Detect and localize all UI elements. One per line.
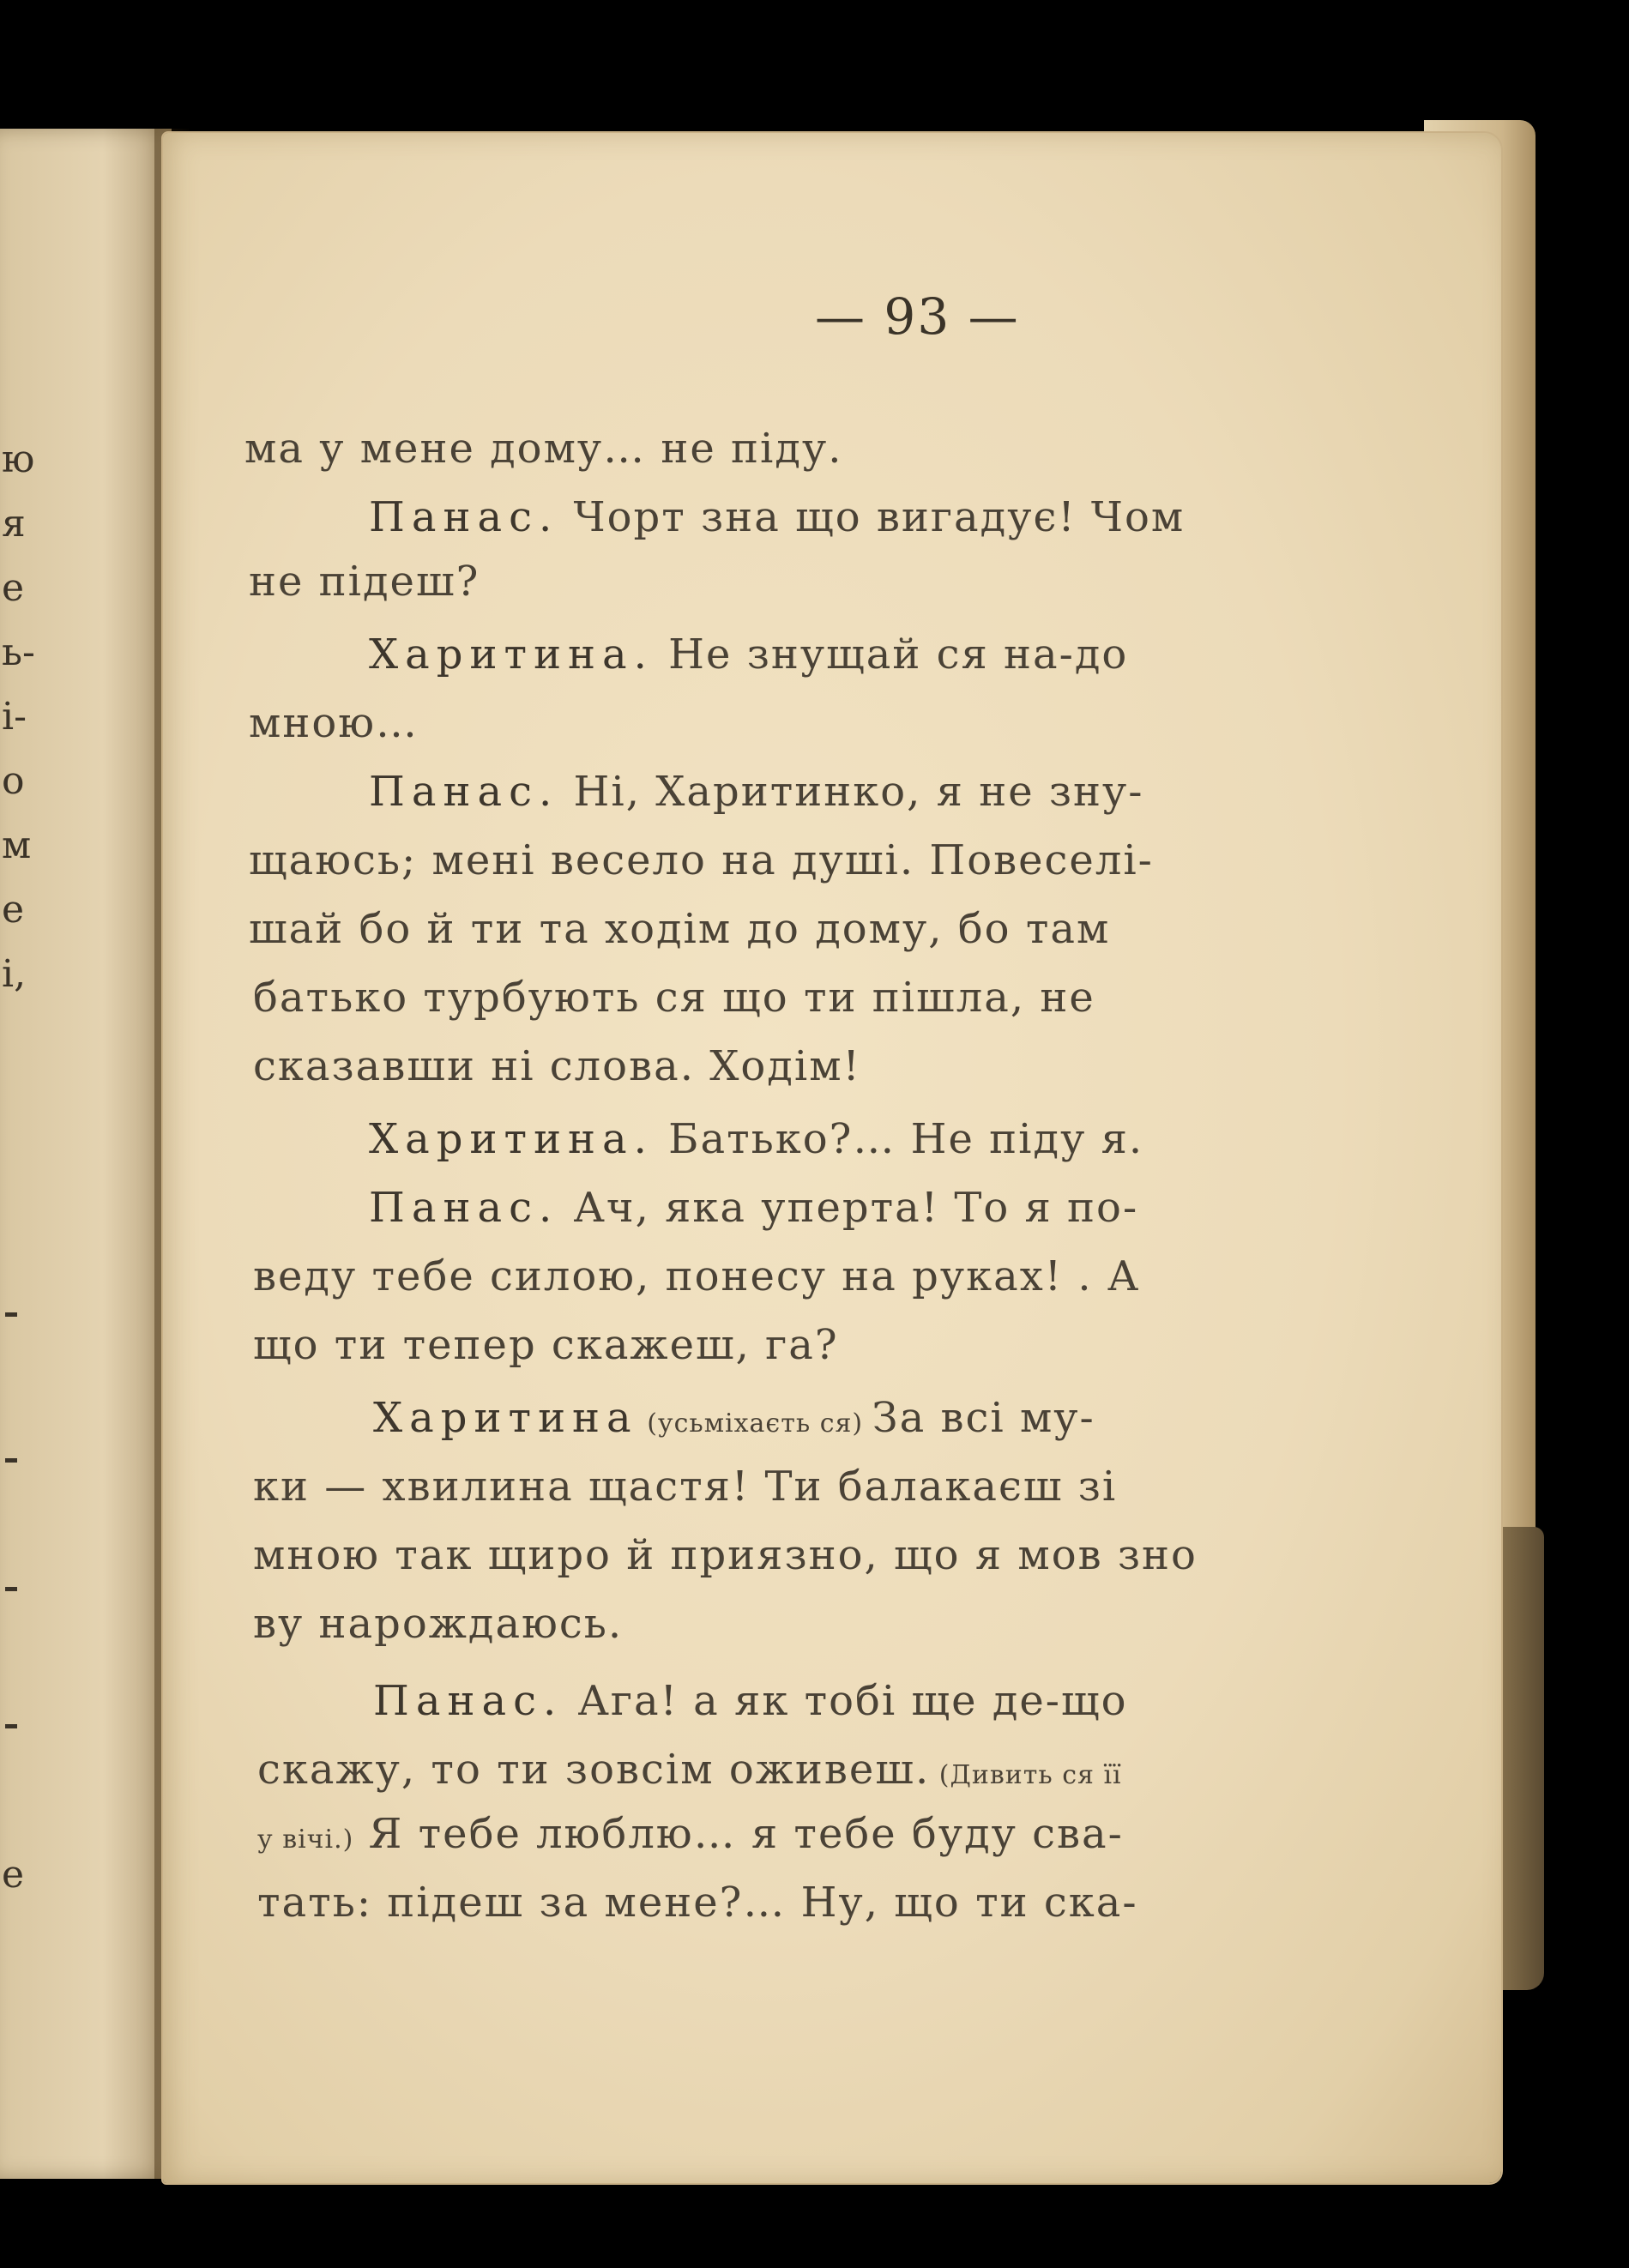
text-line: [373, 1677, 1128, 1725]
text-line: [249, 558, 480, 606]
left-page-fragment: е: [2, 566, 25, 610]
left-page-dash: [5, 1587, 17, 1591]
line-text: Чорт зна що вигадує! Чом: [558, 493, 1186, 541]
line-text: Ні, Харитинко, я не зну-: [558, 768, 1144, 816]
text-line: [253, 1252, 1140, 1300]
text-line: [249, 905, 1110, 953]
line-text: ма у мене дому… не піду.: [244, 425, 843, 473]
speaker-name: Панас.: [369, 493, 559, 541]
line-text: щаюсь; мені весело на душі. Повеселі-: [249, 836, 1154, 884]
line-text: ву нарождаюсь.: [253, 1600, 624, 1648]
stage-direction: (усьміхаєть ся): [637, 1408, 872, 1439]
speaker-name: Харитина: [373, 1394, 638, 1442]
line-text: ки — хвилина щастя! Ти балакаєш зі: [253, 1463, 1118, 1511]
line-text: що ти тепер скажеш, га?: [253, 1321, 839, 1369]
left-page-fragment: е: [2, 888, 25, 932]
left-page: [0, 129, 172, 2179]
line-text: Ага! а як тобі ще де-що: [563, 1677, 1128, 1725]
stage-direction: у вічі.): [257, 1825, 354, 1855]
line-text: тать: підеш за мене?… Ну, що ти ска-: [257, 1879, 1138, 1927]
book-page: [163, 133, 1501, 2183]
speaker-name: Харитина.: [369, 630, 654, 679]
left-page-fragment: ь-: [2, 630, 35, 674]
left-page-dash: [5, 1312, 17, 1317]
text-line: [257, 1810, 1124, 1858]
text-line: [249, 699, 419, 747]
left-page-fragment: і,: [2, 952, 27, 996]
stage-direction: (Дивить ся її: [930, 1760, 1122, 1790]
left-page-dash: [5, 1724, 17, 1728]
line-text: скажу, то ти зовсім оживеш.: [257, 1746, 931, 1794]
text-line: [369, 1115, 1143, 1163]
text-line: [253, 1463, 1117, 1511]
left-page-fragment: е: [2, 1853, 25, 1897]
text-line: [369, 768, 1144, 816]
text-line: [249, 836, 1154, 884]
line-text: батько турбують ся що ти пішла, не: [253, 974, 1095, 1022]
text-line: [369, 630, 1128, 679]
page-number: — 93 —: [815, 287, 1020, 346]
line-text: Батько?… Не піду я.: [653, 1115, 1144, 1163]
text-line: [369, 493, 1185, 541]
left-page-dash: [5, 1458, 17, 1463]
line-text: не підеш?: [249, 558, 480, 606]
text-line: [253, 1600, 623, 1648]
speaker-name: Панас.: [373, 1677, 564, 1725]
line-text: мною…: [249, 699, 419, 747]
line-text: сказавши ні слова. Ходім!: [253, 1042, 861, 1090]
text-line: [257, 1746, 1122, 1794]
line-text: Ач, яка уперта! То я по-: [558, 1184, 1139, 1232]
text-line: [253, 974, 1095, 1022]
text-line: [253, 1321, 839, 1369]
line-text: веду тебе силою, понесу на руках! . А: [253, 1252, 1141, 1300]
left-page-fragment: я: [2, 502, 26, 546]
speaker-name: Панас.: [369, 1184, 559, 1232]
speaker-name: Харитина.: [369, 1115, 654, 1163]
left-page-fragment: і-: [2, 695, 27, 739]
line-text: мною так щиро й приязно, що я мов зно: [253, 1531, 1198, 1579]
line-text: шай бо й ти та ходім до дому, бо там: [249, 905, 1111, 953]
text-line: [373, 1394, 1095, 1442]
left-page-fragment: м: [2, 823, 32, 867]
text-line: [257, 1879, 1138, 1927]
line-text: Не знущай ся на-до: [653, 630, 1129, 679]
left-page-fragment: ю: [2, 437, 35, 481]
text-line: [244, 425, 842, 473]
left-page-fragment: о: [2, 759, 25, 803]
line-text: Я тебе люблю… я тебе буду сва-: [353, 1810, 1124, 1858]
text-line: [253, 1042, 861, 1090]
text-line: [369, 1184, 1138, 1232]
speaker-name: Панас.: [369, 768, 559, 816]
text-line: [253, 1531, 1198, 1579]
line-text: За всі му-: [872, 1394, 1095, 1442]
